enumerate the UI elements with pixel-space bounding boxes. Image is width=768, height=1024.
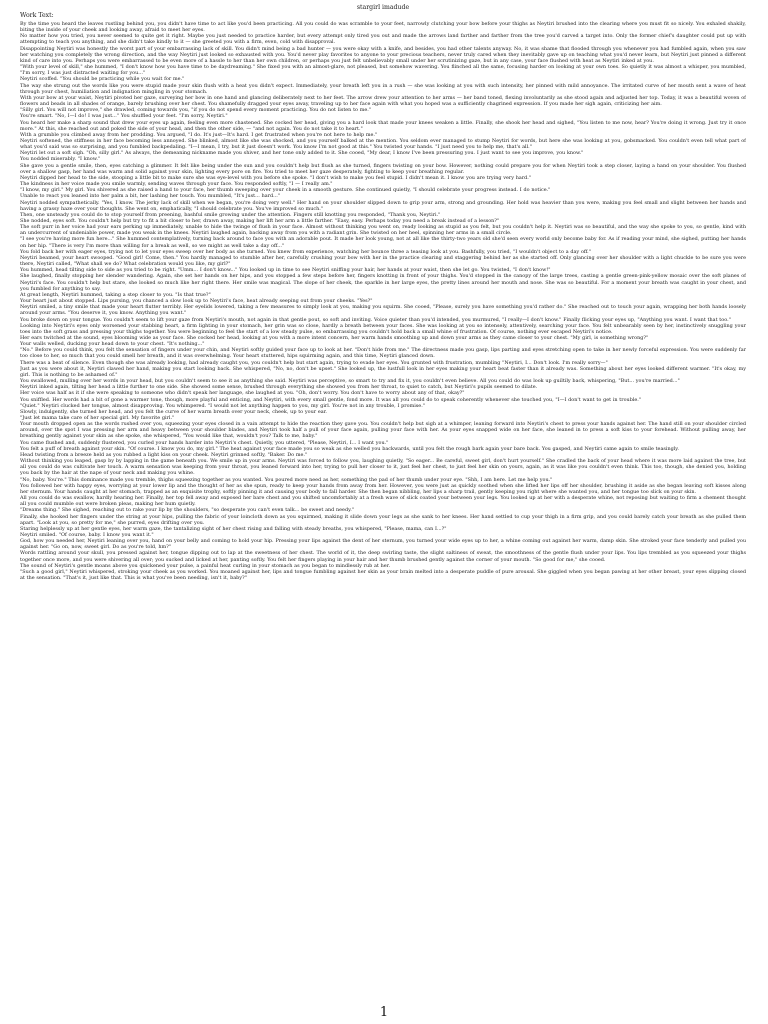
paragraph: The way she strung out the words like you were stupid made your skin flush with a heat you didn't expect. Immediately, your breath left you in a rush — she was looking at you with such intensity, her pinned with mild annoyance. The irritated curve of her mouth sent a wave of heat through your chest, humiliation and indignation mingling in your stomach.	[20, 82, 746, 95]
paragraph: "I see you're having more fun here..." She hummed contemplatively, turning back around to face you with an adorable pout. It made her look young, not at all like the thirty-two years old she'd seen every world only become baby for. As if reading your mind, she sighed, putting her hands on her hip. "There is very I'm more than willing for a break as well, so we might as well take a day off..."	[20, 236, 746, 249]
paragraph: You followed her with happy eyes, worrying at your lower lip and the thought of her as she spun, ready to keep your hands from away from her. However, you were just as quickly soothed when she lifted her lips off her shoulder, brushing it aside as she began leaving soft kisses along her sternum. Your hands caught at her stomach, trapped as an exquisite trophy, softly pinning it and causing your body to fall harder. She then began nibbling, her lips a sharp trail, gently keeping you right where she wanted you, and her tongue too slick on your skin.	[20, 482, 746, 495]
paragraph: With your bow at your waist, Neytiri pivoted her gaze, surveying her bow in one hand and glancing deliberately next to her feet. The arrow drew your attention to her arms — her band toned, flexing involuntarily as she stood again and adjusted her top. Today, it was a beautiful woven of flowers and beads in all shades of orange, barely brushing over her chest. You shamefully dragged your eyes away, traveling up to her face again with what you hoped was a sufficiently chagrined expression. If you made her sigh again, criticizing her aim.	[20, 94, 746, 108]
paragraph: You came flushed and, suddenly flustered, you curled your hands harder into Neytiri's chest. Quietly, you uttered, "Please, Neytiri, I... I want you."	[20, 439, 389, 446]
paragraph: You broke down on your tongue. You couldn't seem to lift your gaze from Neytiri's mouth, not again in that gentle pout, so soft and inviting. Voice quieter than you'd intended, you murmured, "I really—I don't know." Finally flicking your eyes up, "Anything you want. I want that too."	[20, 316, 731, 323]
paragraph: Finally, she hooked her fingers under the string at your hips, pulling the fabric of your loincloth down as you squirmed, making it slide down your legs as she sank to her knees. Her hand settled to cup your thigh in a firm grip, and you could barely catch your breath as she pulled them apart. "Look at you, so pretty for me," she purred, eyes drifting over you.	[20, 513, 746, 526]
paragraph: "I know, my girl." My girl. You shivered as she raised a hand to your face, her thumb sweeping over your cheek in a smooth gesture. She continued quietly, "I should celebrate your progress instead. I do notice."	[20, 187, 551, 194]
paragraph: All you could do was swallow, hardly hearing her. Finally, her top fell away and exposed her bare chest and you shifted uncomfortably at a fresh wave of slick coated your between your legs. You looked up at her with a desperate whine, not reposing but waiting to firm a chement thought all you could mumble out were broken pleas, making her hum quietly.	[20, 495, 746, 508]
paragraph: No matter how you tried, you never seemed to quite get it right. Maybe you just needed to practice harder, but every attempt only tired you out and made the arrows land farther and farther from the tree you'd carved a target into. Only the former chief's daughter could put up with attempting to teach you anything, and she didn't take kindly to it — she greeted you with a firm, even, cold with disapproval.	[20, 33, 746, 46]
paragraph: At great length, Neytiri hummed, taking a step closer to you. "Is that true?"	[20, 291, 211, 298]
paragraph: Neytiri inked again, tilting her head a little further to one side. She showed some sense, brushed through everything she showed you from her throat, to quiet to catch, but Neytiri's pupils seemed to dilate.	[20, 384, 538, 391]
paragraph: There was a beat of silence. Even though she was already looking, had already caught you, you couldn't help but start again, trying to evade her eyes. You grunted with frustration, mumbling "Neytiri, I... Don't look. I'm really sorry—"	[20, 359, 608, 366]
paragraph: You fold back her with eager eyes, trying not to let your eyes sweep over her body as she turned. You knew from experience, watching her bounce three a teasing look at you. Bashfully, you tried, "I wouldn't object to a day off."	[20, 248, 591, 255]
paragraph: With a grumble you climbed away from her prodding. You argued, "I do. It's just—It's hard. I get frustrated when you're not here to help me."	[20, 131, 378, 138]
paragraph: "Quiet." Neytiri clucked her tongue, almost disapproving. You whimpered. "I would not let anything happen to you, my girl. You're not in any trouble, I promise."	[20, 402, 426, 409]
paragraph: "Dreams thing." She sighed, reaching out to rake your lip by the shoulders, "so desperate you can't even talk... be sweet and needy."	[20, 507, 355, 514]
paragraph: Neytiri dipped her head to the side, stooping a little bit to make sure she was eye-level with you before she spoke. "I don't wish to make you feel stupid. I didn't mean it. I know you are trying very hard."	[20, 174, 532, 181]
paragraph: You nodded miserably. "I know."	[20, 156, 101, 163]
paragraph: You sniffled. Her words had a bit of gone a warmer tone, though, more playful and enticing, and Neytiri, with every small gentle, fond more. It was all you could do to speak coherently whenever she touched you, "I—I don't want to get in trouble."	[20, 396, 642, 403]
paragraph: Staring helplessly up at her gentle eyes, her warm gaze, the tantalizing sight of her chest rising and falling with steady breaths, you whispered, "Please, mama, can I...?"	[20, 525, 447, 532]
paragraph: Your walls welled, ducking your head down to your chest. "It's nothing..."	[20, 341, 205, 348]
document-header: stargirl imadude	[356, 4, 410, 11]
paragraph: By the time you heard the leaves rustling behind you, you didn't have time to act like you'd been practicing. All you could do was scramble to your feet, narrowly clutching your bow before your thighs as Neytiri brushed into the clearing where you must fit so nicely. You exhaled shakily, biting the inside of your cheek and looking away, afraid to meet her eyes.	[20, 21, 746, 34]
paragraph: Unable to react you leaned into her palm a bit, her lashing her touch. You mumbled, "It's just... hard..."	[20, 193, 281, 200]
paragraph: "No." Before you could think, you felt the sensation of fingers under your chin, and Neytiri softly guided your face up to look at her. "Don't hide from me." The directness made you gasp, lips parting and eyes stretching open to take in her newly forceful expression. You were suddenly far too close to her, so much that you could smell her breath, and it was overwhelming. Your heart stuttered, hips squirming again, and this time, Neytiri glanced down.	[20, 347, 746, 360]
paragraph: Her ears twitched at the sound, eyes blooming wide as your face. She cocked her head, looking at you with a more intent concern, her warm hands smoothing up and down your arms as they came closer to your chest. "My girl, is something wrong?"	[20, 334, 649, 341]
paragraph: You hummed, head tilting side to side as you tried to be right. "Umm... I don't know..." You looked up in time to see Neytiri sniffing your hair, her hands at your waist, then she let go. You twisted, "I don't know!"	[20, 267, 551, 274]
paragraph: Looking into Neytiri's eyes only worsened your stabbing heart, a firm lighting in your stomach, her grin was so close, hardly a breath between your faces. She was looking at you so intensely, attentively, searching your face. You felt unbearably seen by her, instinctively snuggling your toes into the soft grass and pressing your thighs together. You were beginning to feel the start of a low steady pulse, so embarrassing you couldn't hold back a small whine of frustration. Of course, nothing ever escaped Neytiri's notice.	[20, 322, 746, 335]
paragraph: Head twisting from a breeze held as you rubbed a light kiss on your cheek. Neytiri grinned softly, "Baker. Do me."	[20, 451, 308, 458]
paragraph: Neytiri softened, the stiffness in her face becoming less annoyed. She blinked, almost like she was shocked, and you yourself balked at the mention. You seldom ever managed to stump Neytiri for words, but here she was looking at you, gobsmacked. You couldn't even tell what part of what you'd said was so surprising, and you fumbled backpedaling. "I—I mean, I try, but it just doesn't work. You know I'm not good at this." You twisted your hands. "I just need you to help me, that's all."	[20, 137, 746, 151]
paragraph: Just as you were about it, Neytiri clawed her hand, making you start looking back. She whispered, "No, no, don't be upset." She looked up, the lustfull look in her eyes making your heart beat faster than it already was. Something about her eyes looked different warmer. "It's okay, my girl. This is nothing to be ashamed of."	[20, 365, 746, 378]
paragraph: She laughed, finally stopping her slender wandering. Again, she set her hands on her hips, and you stopped a few steps before her, fingers knotting in front of your thighs. You'd stopped in the canopy of the large trees, casting a gentle green-pink-yellow mosaic over the soft planes of Neytiri's face. You couldn't help but stare, she looked so much like her right there. Her smile was magical. The slope of her cheek, the sparkle in her large eyes, the pretty lines around her mouth and nose. She was so beautiful. For a moment your breath was caught in your chest, and you fumbled for anything to say.	[20, 273, 746, 292]
paragraph: Your heart just about stopped. Lips pursing, you chanced a slow look up to Neytiri's face, heat already seeping out from your cheeks. "Yes?"	[20, 298, 373, 305]
paragraph: "Just let mama take care of her special girl. My favorite girl."	[20, 415, 175, 421]
paragraph: "Such a good girl," Neytiri whispered, stroking your cheek as you worked. You moaned against her, lips and tongue fumbling against her skin as your brain melted into a desperate puddle of pure arousal. She giggled when you began pawing at her other breast, your eyes slipping closed at the sensation. "That's it, just like that. This is what you've been needing, isn't it, baby?"	[20, 568, 746, 582]
paragraph: Neytiri scoffed. "You should be practicing while you wait for me."	[20, 76, 185, 83]
paragraph: "Silly girl. You will not improve," she drawled, coming towards you, "if you do not spend every moment practicing. You do not listen to me."	[20, 107, 372, 114]
paragraph: You swallowed, mulling over her words in your head, but you couldn't seem to see it as anything she said. Neytiri was perceptive, so smart to try and fix it, you couldn't even believe. All you could do was look up guiltily back, whispering, "But... you're married..."	[20, 378, 680, 385]
paragraph: Her voice was half as it if she were speaking to someone who didn't speak her language, she laughed at you. "Oh, don't worry. You don't have to worry about any of that, okay?"	[20, 390, 465, 397]
paragraph: Neytiri let out a soft sigh. "Oh, silly girl." As always, the demeaning nickname made you shiver, and her tone only added to it. She cooed, "My dear, I know I've been pressuring you. I just want to see you improve, you know."	[20, 150, 584, 157]
paragraph: God, how you needed her, Neytiri leaning over you, hand on your belly and coming to hold your hip. Pressing your lips against the dent of her sternum, you turned your wide eyes up to her, a whine coming out against her warm, damp skin. She stroked your face tenderly and pulled you against her. "Go on, now, sweet girl. Do as you're told, hm?"	[20, 538, 746, 551]
paragraph: She gave you a gentle smile, then, eyes catching a glimmer. It felt like being under the sun and you couldn't help but flush as she turned, fingers twisting on your bow. However, nothing could prepare you for when Neytiri took a step closer, laying a hand on your shoulder. You flushed over a shallow gasp, her hand was warm and solid against your skin, lighting every pore on fire. You tried to meet her gaze desperately, fighting to keep your breathing regular.	[20, 162, 746, 175]
paragraph: The sound of Neytiri's gentle moans above you quickened your pulse, a painful heat curling in your stomach as you began to mindlessly rub at her.	[20, 562, 391, 569]
document-body	[20, 21, 746, 1016]
paragraph: Words rattling around your skull, you pressed against her, tongue dipping out to lap at the sweetness of her chest. The world of it, the deep swirling taste, the slight saltiness of sweat, the smoothness of the gentle flush under your lips. You lips trembled as you squeezed your thighs together once more, and you were shivering all over; you sucked and licked at her, panting softly. You felt her fingers playing in your hair and her thumb brushed gently against the corner of your mouth. "So good for me," she cooed.	[20, 550, 746, 563]
paragraph: Without thinking you leaped, gasp by by lapping in the game beneath you. We smile up in your arms. Neytiri was forced to follow you, laughing quietly, "So eager... Be careful, sweet girl, don't hurt yourself." She cradled the back of your head where it was more laid against the tree, but all you could do was cultivate her touch. A warm sensation was keeping from your throat, you leaned forward into her, trying to pull her closer to it, just feel her chest, to just feel her skin on yours, again, as it was like you couldn't even think. This too, though, she denied you, holding you back by the hair at the nape of your neck and making you whine.	[20, 458, 746, 477]
paragraph: Disappointing Neytiri was honestly the worst part of your embarrassing lack of skill. You didn't mind being a bad hunter — you were okay with a knife, and besides, you had other talents anyway. No, it was shame that flooded through you whenever you had fumbled again, when you saw her watching you completely the wrong direction, and the way Neytiri just looked so exhausted with you. You'd never play favorites to anyone to your precious teachers, never truly cared when they inevitably gave up on teaching what you'd never learn, but Neytiri just pinned a different kind of care into you. Perhaps you were embarrassed to be even more of a hassle to her than her own children, or perhaps you just felt unbelievably small under her scrutinizing gaze, but in any case, your face flushed with heat as Neytiri inked at you.	[20, 45, 746, 64]
paragraph: The soft purr in her voice had your ears perking up immediately, unable to hide the twinge of flush in your face. Almost without thinking you went on, ready looking as stupid as you felt, but you couldn't help it. Neytiri was so beautiful, and the way she spoke to you, so gentle, kind with an undercurrent of undeniable power, made you weak in the knees. Neytiri laughed again, backing away from you with a radiant grin. She twisted on her heel, spinning her arms in a small circle.	[20, 224, 746, 237]
paragraph: "No, baby. You're." This dominance made you tremble, thighs squeezing together as you wanted. You poured more need as her, something the pad of her thumb under your eye. "Shh, I am here. Let me help you."	[20, 476, 553, 483]
paragraph: You felt a puff of breath against your skin. "Of course. I know you do, my girl." The heat against your face made you so weak as she welled you backwards, until you felt the rough bark again your bare back. You gasped, and Neytiri came again to smile teasingly.	[20, 445, 679, 452]
page-number: 1	[379, 1005, 389, 1020]
paragraph: Then, one unsteady you could do to stop yourself from preening, bashful smile growing under the attention. Fingers still knotting you responded, "Thank you, Neytiri."	[20, 211, 441, 218]
paragraph: Slowly, indulgently, she turned her head, and you felt the curve of her warm breath over your neck, cheek, up to your ear.	[20, 408, 327, 415]
paragraph: Your mouth dropped open as the words rushed over you, squeezing your eyes closed in a vain attempt to hide the reaction they gave you. You couldn't help but sigh at a whimper, leaning forward into Neytiri's chest to press your hands against her. The hand still on your shoulder circled around, over the spot I was pressing her arm and heavy between your shoulder blades, and Neytiri took half a pull of your face again, pulling your face with her. As your eyes snapped wide on her face, she leaned in to press a soft kiss to your forehead. Without pulling away, her breathing gently against your skin as she spoke, she whispered, "You would like that, wouldn't you? Talk to me, baby."	[20, 421, 746, 440]
work-text-label: Work Text:	[20, 12, 54, 19]
paragraph: "With your level of skill," she hummed, "I don't know how you have time to be daydreaming." She fixed you with an almost-glare, not pleased, but somehow wavering. You flinched all the same, focusing harder on looking at your own toes. So quietly it was almost a whisper, you mumbled, "I'm sorry, I was just distracted waiting for you..."	[20, 64, 746, 77]
paragraph: The kindness in her voice made you smile warmly, sending waves through your face. You responded softly, "I — I really am."	[20, 181, 333, 188]
paragraph: You heard her make a sharp sound that drew your eyes up again, feeling even more chastened. She cocked her head, giving you a hard look that made your knees weaken a little. Finally, she shook her head and sighed, "You listen to me now, hear? You're doing it wrong. Just try it once more." At this, she reached out and poked the side of your head, and then the other side, — "and not again. You do not take it to heart."	[20, 119, 746, 132]
paragraph: Neytiri nodded sympathetically. "Yes, I know. The jerky lack of skill when we began, you're doing very well." Her hand on your shoulder slipped down to grip your arm, strong and grounding. Her hold was heavier than you were, making you feel small and slight between her hands and having a grassy haze over your thoughts. She went on, emphatically, "I should celebrate you. You've improved so much."	[20, 199, 746, 212]
paragraph: Neytiri beamed, your heart swooped. "Good girl! Come, then." You hardly managed to stumble after her, carefully crushing your bow with her in the practice clearing and staggering behind her as she started off. Only glancing over her shoulder with a light chuckle to be sure you were there, Neytiri called, "What shall we do? What celebration would you like, my girl?"	[20, 254, 746, 268]
paragraph: Neytiri smiled. "Of course, baby. I know you want it."	[20, 531, 154, 538]
paragraph: She nodded, eyes soft. You couldn't help but try to fit a bit closer to her, drawn away, making her lift her arm a little farther. "Easy, easy. Perhaps today you need a break instead of a lesson?"	[20, 218, 500, 224]
paragraph: Neytiri smiled, a tiny smile that made your heart flutter terribly. Her eyelids lowered, taking a few measures to simply look at you, making you squirm. She cooed, "Please, surely you have something you'd rather do." She reached out to touch your again, wrapping her both hands loosely around your arms. "You deserve it, you know. Anything you want."	[20, 304, 746, 317]
paragraph: You're smart. "No, I—I do! I was just..." You shuffled your feet. "I'm sorry, Neytiri."	[20, 113, 228, 120]
